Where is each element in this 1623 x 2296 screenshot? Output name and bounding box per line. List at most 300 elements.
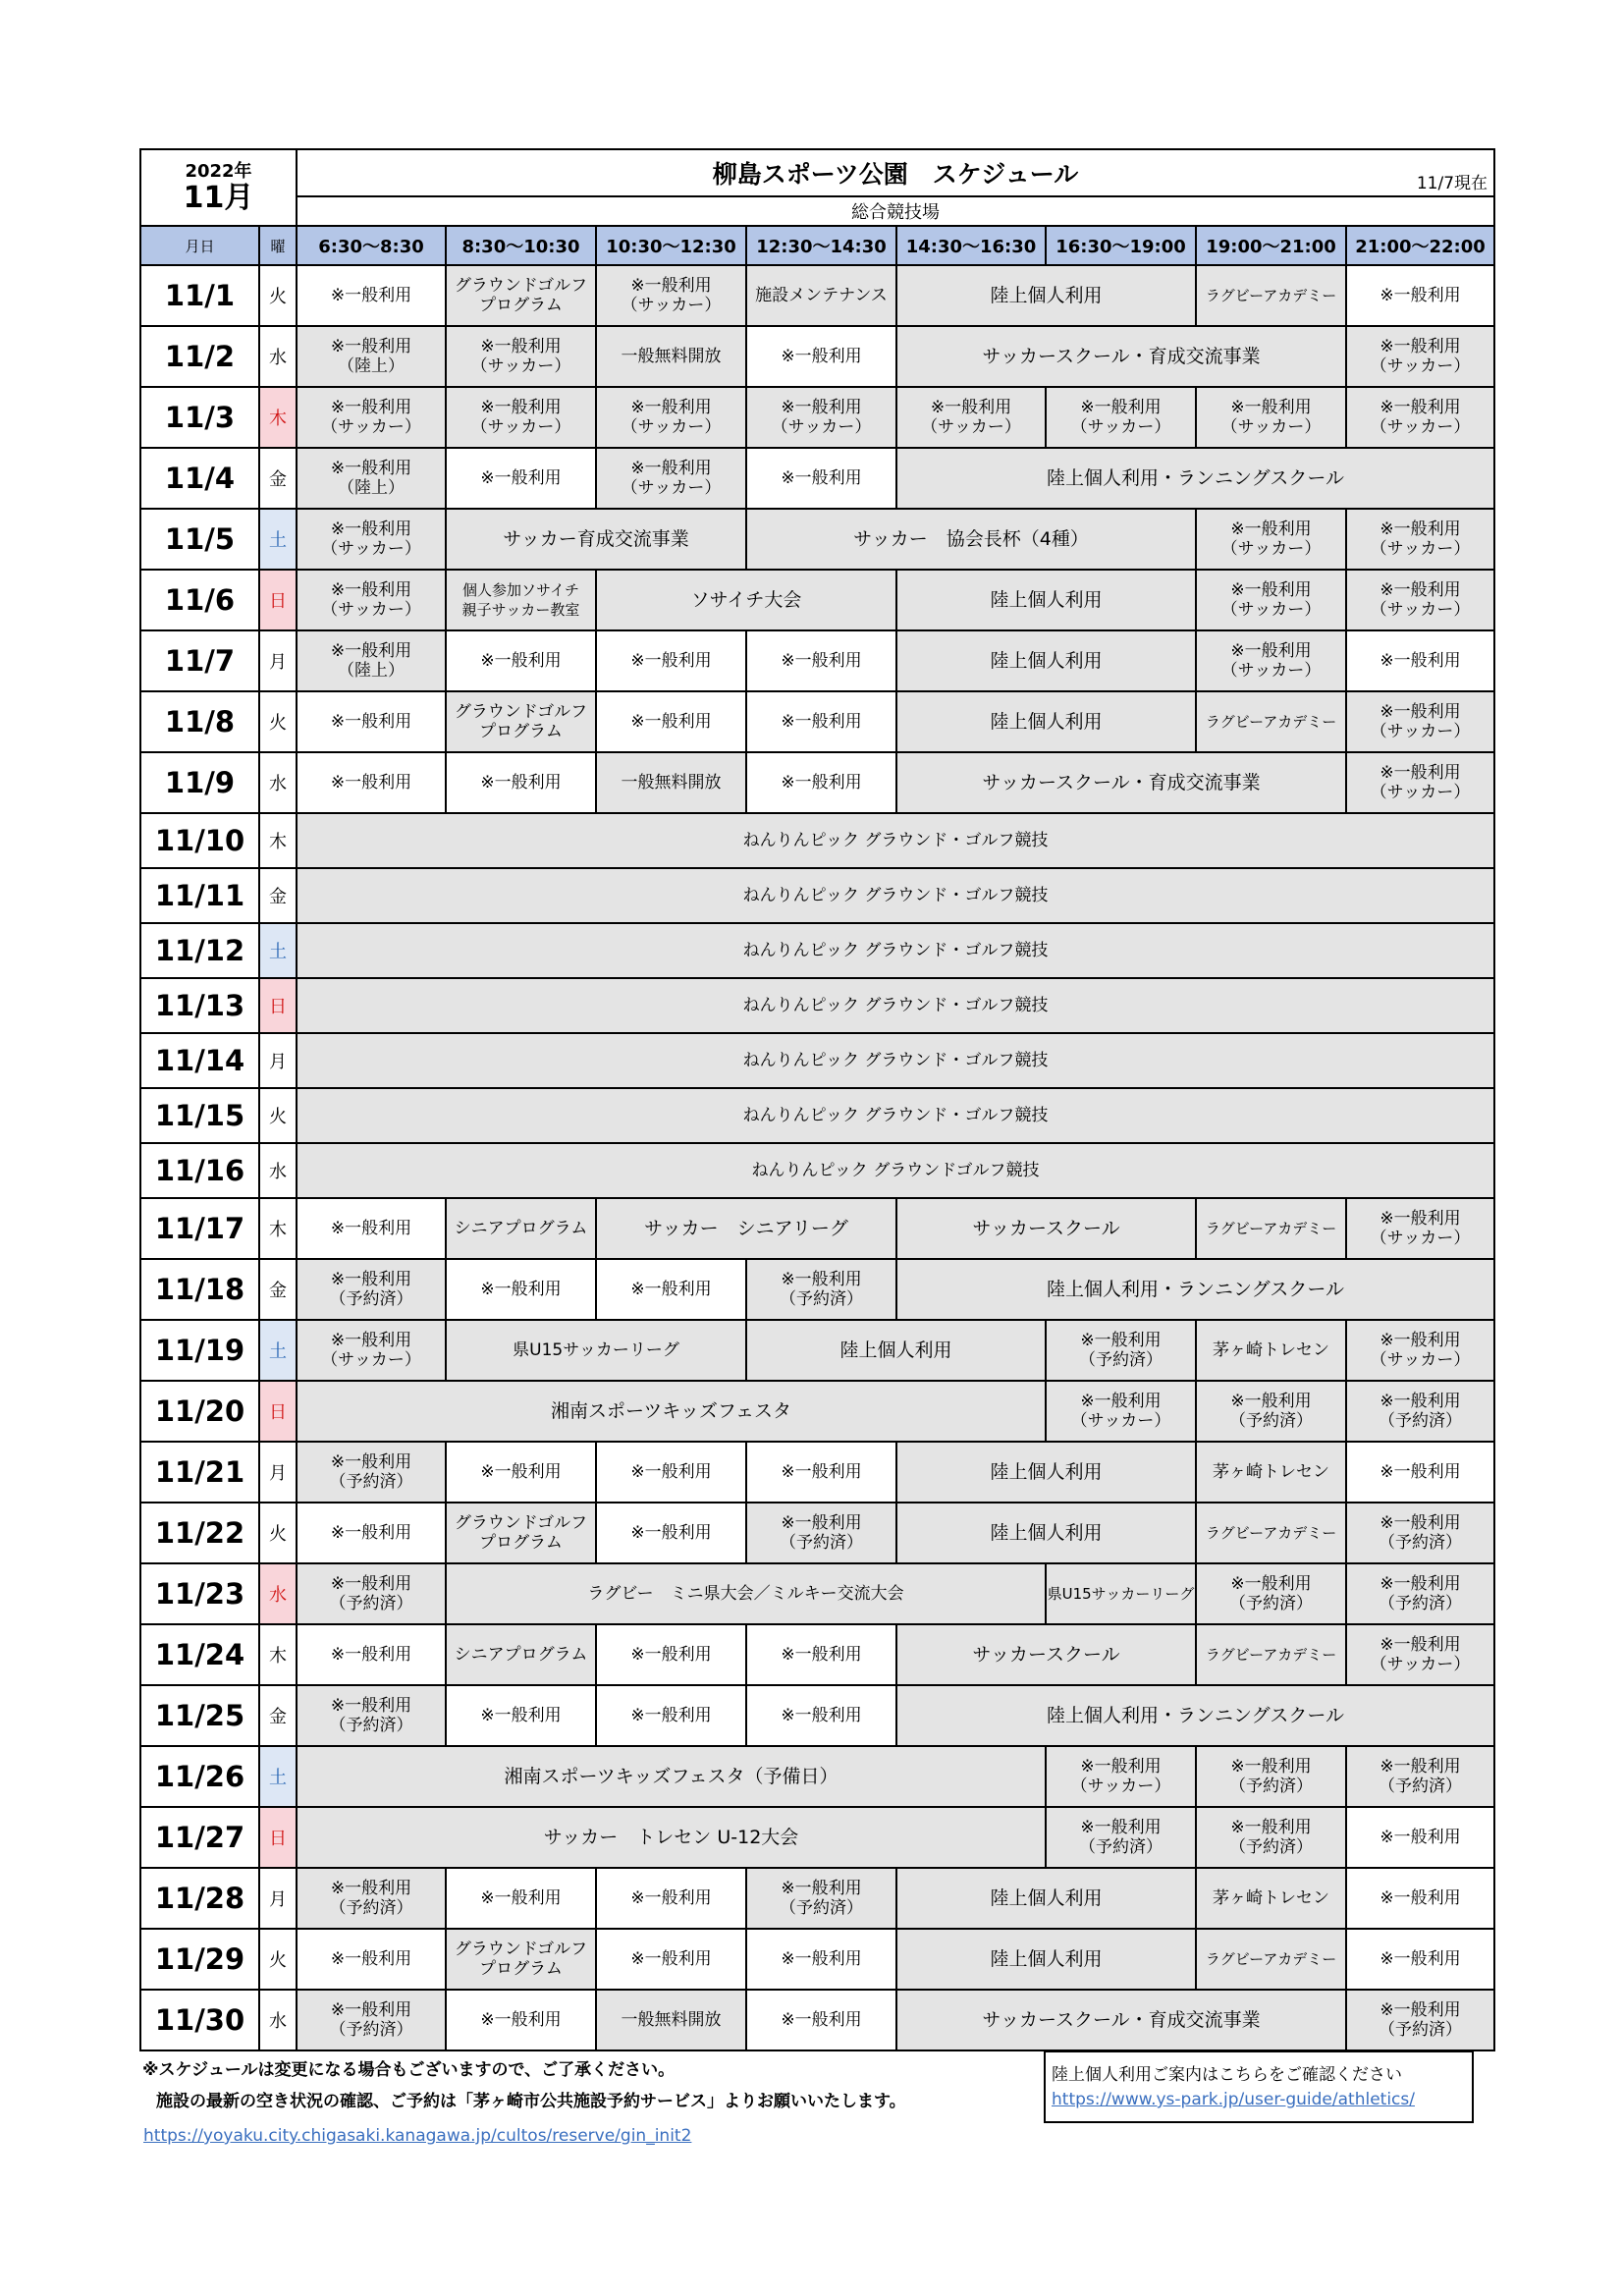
schedule-cell — [297, 1381, 1046, 1442]
schedule-cell-text: ※一般利用 — [781, 1645, 862, 1665]
schedule-cell — [1346, 509, 1494, 570]
schedule-cell-text: ※一般利用 — [480, 1888, 562, 1908]
schedule-cell — [297, 570, 446, 630]
table-row — [140, 1143, 1494, 1198]
schedule-cell — [1046, 1807, 1196, 1868]
schedule-cell-text: ねんりんピック グラウンド・ゴルフ競技 — [742, 886, 1049, 905]
schedule-cell — [1196, 630, 1346, 691]
schedule-cell — [596, 570, 896, 630]
schedule-cell-text: ※一般利用 （サッカー） — [1370, 1209, 1471, 1248]
schedule-cell — [297, 752, 446, 813]
schedule-cell — [596, 691, 746, 752]
table-row — [140, 1746, 1494, 1807]
table-row — [140, 1033, 1494, 1088]
table-row — [140, 1503, 1494, 1563]
schedule-cell — [596, 1929, 746, 1990]
row-date: 11/14 — [140, 1033, 259, 1088]
schedule-cell-text: ※一般利用 — [781, 651, 862, 671]
schedule-cell-text: ※一般利用 — [330, 1645, 412, 1665]
schedule-cell — [1196, 1746, 1346, 1807]
row-weekday: 火 — [259, 1929, 297, 1990]
schedule-table — [139, 148, 1495, 2051]
schedule-cell-text: ※一般利用 — [330, 286, 412, 305]
schedule-cell-text: ※一般利用 — [781, 1706, 862, 1725]
row-date: 11/1 — [140, 265, 259, 326]
schedule-cell-text: ※一般利用 （サッカー） — [1370, 1635, 1471, 1674]
schedule-cell-text: ※一般利用 （サッカー） — [321, 398, 421, 437]
schedule-cell-text: ラグビーアカデミー — [1205, 713, 1337, 731]
schedule-cell-text: ※一般利用 — [781, 712, 862, 732]
schedule-cell-text: ※一般利用 （予約済） — [1079, 1818, 1163, 1857]
schedule-cell — [1196, 1320, 1346, 1381]
row-weekday: 水 — [259, 326, 297, 387]
athletics-info-title: 陸上個人利用ご案内はこちらをご確認ください — [1052, 2065, 1402, 2085]
schedule-cell — [1196, 1503, 1346, 1563]
schedule-cell — [297, 1929, 446, 1990]
schedule-cell — [297, 1868, 446, 1929]
schedule-cell — [446, 752, 596, 813]
row-weekday: 土 — [259, 1320, 297, 1381]
schedule-cell-text: ※一般利用 （サッカー） — [1220, 580, 1322, 620]
reservation-link[interactable]: https://yoyaku.city.chigasaki.kanagawa.jp/cultos/reserve/gin_init2 — [143, 2126, 692, 2146]
schedule-cell-text: ※一般利用 （予約済） — [329, 1696, 413, 1735]
schedule-cell-text: サッカースクール — [972, 1218, 1120, 1239]
schedule-cell — [446, 691, 596, 752]
schedule-cell-text: ※一般利用 — [630, 1462, 712, 1482]
table-row — [140, 691, 1494, 752]
table-row — [140, 1259, 1494, 1320]
schedule-cell-text: 県U15サッカーリーグ — [1047, 1585, 1195, 1603]
schedule-cell-text: ※一般利用 （サッカー） — [1370, 519, 1471, 559]
schedule-cell — [596, 752, 746, 813]
schedule-cell-text: ※一般利用 — [1380, 1462, 1461, 1482]
schedule-cell-text: ラグビーアカデミー — [1205, 287, 1337, 304]
row-weekday: 金 — [259, 1685, 297, 1746]
schedule-cell-text: ※一般利用 （予約済） — [1229, 1818, 1313, 1857]
schedule-cell-text: ※一般利用 （サッカー） — [1370, 763, 1471, 802]
schedule-cell-text: 個人参加ソサイチ 親子サッカー教室 — [461, 581, 580, 619]
column-header-dow: 曜 — [259, 226, 297, 265]
row-weekday: 木 — [259, 387, 297, 448]
schedule-cell-text: シニアプログラム — [454, 1645, 588, 1665]
schedule-cell-text: ※一般利用 （陸上） — [330, 641, 412, 681]
schedule-cell-text: ※一般利用 — [330, 1219, 412, 1238]
schedule-cell-text: ねんりんピック グラウンド・ゴルフ競技 — [742, 941, 1049, 960]
schedule-cell-text: ※一般利用 — [630, 651, 712, 671]
schedule-cell-text: ※一般利用 （予約済） — [329, 1879, 413, 1918]
schedule-cell-text: 茅ヶ崎トレセン — [1213, 1340, 1329, 1360]
schedule-cell-text: 陸上個人利用・ランニングスクール — [1046, 1705, 1345, 1726]
schedule-cell-text: ※一般利用 （予約済） — [329, 1574, 413, 1613]
table-row — [140, 1929, 1494, 1990]
schedule-cell-text: サッカースクール — [972, 1644, 1120, 1666]
schedule-cell — [1346, 1503, 1494, 1563]
schedule-cell-text: サッカースクール・育成交流事業 — [982, 772, 1261, 793]
schedule-cell-text: ※一般利用 — [630, 1706, 712, 1725]
table-row — [140, 326, 1494, 387]
table-row — [140, 1990, 1494, 2050]
schedule-cell — [297, 326, 446, 387]
schedule-cell-text: ※一般利用 — [630, 1888, 712, 1908]
schedule-cell-text: ソサイチ大会 — [690, 589, 802, 611]
column-header-slot: 8:30〜10:30 — [446, 226, 596, 265]
schedule-cell-text: ※一般利用 — [630, 1280, 712, 1299]
row-weekday: 木 — [259, 813, 297, 868]
schedule-cell-text: 湘南スポーツキッズフェスタ — [551, 1400, 791, 1422]
schedule-cell — [896, 1685, 1494, 1746]
schedule-cell — [746, 630, 896, 691]
schedule-cell — [446, 1868, 596, 1929]
row-weekday: 月 — [259, 630, 297, 691]
schedule-cell — [746, 752, 896, 813]
athletics-info-link[interactable]: https://www.ys-park.jp/user-guide/athletics/ — [1052, 2090, 1415, 2109]
schedule-cell — [1346, 1624, 1494, 1685]
schedule-cell-text: サッカースクール・育成交流事業 — [982, 2009, 1261, 2031]
table-row — [140, 509, 1494, 570]
schedule-cell — [297, 1746, 1046, 1807]
schedule-cell — [446, 1503, 596, 1563]
schedule-cell-text: 陸上個人利用 — [990, 1948, 1103, 1970]
schedule-cell-text: ※一般利用 （予約済） — [1229, 1392, 1313, 1431]
schedule-cell — [746, 265, 896, 326]
schedule-cell-text: サッカー 協会長杯（4種） — [853, 528, 1089, 550]
schedule-cell — [596, 1442, 746, 1503]
schedule-cell-text: サッカー トレセン U-12大会 — [543, 1827, 799, 1848]
schedule-cell — [297, 509, 446, 570]
table-row — [140, 1563, 1494, 1624]
schedule-cell — [596, 1503, 746, 1563]
schedule-cell-text: ※一般利用 （予約済） — [329, 1270, 413, 1309]
row-weekday: 土 — [259, 923, 297, 978]
schedule-cell — [596, 387, 746, 448]
athletics-info-box — [1044, 2050, 1474, 2123]
row-date: 11/13 — [140, 978, 259, 1033]
schedule-cell — [297, 813, 1494, 868]
schedule-cell — [1196, 1442, 1346, 1503]
schedule-cell-text: 陸上個人利用 — [990, 1522, 1103, 1544]
schedule-cell-text: ※一般利用 （サッカー） — [1370, 1331, 1471, 1370]
row-date: 11/28 — [140, 1868, 259, 1929]
table-row — [140, 1624, 1494, 1685]
schedule-cell-text: ※一般利用 （サッカー） — [1370, 337, 1471, 376]
row-weekday: 月 — [259, 1442, 297, 1503]
footer-note-change: ※スケジュールは変更になる場合もございますので、ご了承ください。 — [142, 2060, 676, 2080]
schedule-cell — [596, 326, 746, 387]
schedule-cell-text: ※一般利用 — [630, 1523, 712, 1543]
row-date: 11/3 — [140, 387, 259, 448]
row-weekday: 月 — [259, 1033, 297, 1088]
schedule-cell — [1346, 1746, 1494, 1807]
schedule-cell-text: 湘南スポーツキッズフェスタ（予備日） — [504, 1766, 839, 1787]
schedule-cell — [446, 1563, 1046, 1624]
schedule-cell-text: 施設メンテナンス — [755, 286, 888, 305]
schedule-cell — [446, 570, 596, 630]
schedule-cell-text: ※一般利用 （サッカー） — [470, 398, 571, 437]
row-weekday: 水 — [259, 752, 297, 813]
table-row — [140, 265, 1494, 326]
schedule-cell-text: 陸上個人利用 — [990, 1887, 1103, 1909]
row-date: 11/15 — [140, 1088, 259, 1143]
schedule-cell — [1196, 509, 1346, 570]
schedule-cell-text: ※一般利用 — [781, 2010, 862, 2030]
schedule-cell — [746, 448, 896, 509]
schedule-cell — [446, 1198, 596, 1259]
schedule-cell — [1346, 752, 1494, 813]
schedule-cell — [596, 265, 746, 326]
schedule-cell-text: ※一般利用 （サッカー） — [1070, 1392, 1171, 1431]
row-date: 11/25 — [140, 1685, 259, 1746]
schedule-cell — [1196, 570, 1346, 630]
schedule-cell — [1346, 1563, 1494, 1624]
schedule-cell-text: ※一般利用 （サッカー） — [1070, 398, 1171, 437]
schedule-cell-text: ラグビーアカデミー — [1205, 1220, 1337, 1237]
schedule-cell-text: ※一般利用 （予約済） — [1229, 1757, 1313, 1796]
column-header-slot: 6:30〜8:30 — [297, 226, 446, 265]
schedule-cell-text: ※一般利用 （予約済） — [1379, 1513, 1462, 1553]
schedule-cell-text: サッカースクール・育成交流事業 — [982, 346, 1261, 367]
schedule-cell — [746, 1442, 896, 1503]
schedule-cell — [297, 691, 446, 752]
schedule-cell-text: ※一般利用 — [480, 773, 562, 793]
table-row — [140, 1685, 1494, 1746]
table-row — [140, 1088, 1494, 1143]
schedule-cell — [1346, 1198, 1494, 1259]
year-label: 2022年 — [185, 161, 252, 182]
table-row — [140, 868, 1494, 923]
schedule-cell — [446, 509, 746, 570]
schedule-cell-text: グラウンドゴルフ プログラム — [454, 702, 588, 741]
schedule-cell — [1196, 265, 1346, 326]
column-header-slot: 10:30〜12:30 — [596, 226, 746, 265]
row-weekday: 日 — [259, 978, 297, 1033]
schedule-cell — [297, 265, 446, 326]
schedule-cell-text: ※一般利用 — [480, 651, 562, 671]
schedule-cell-text: ※一般利用 — [330, 1523, 412, 1543]
schedule-cell — [596, 1990, 746, 2050]
schedule-cell — [297, 1990, 446, 2050]
schedule-cell-text: ※一般利用 （サッカー） — [621, 459, 722, 498]
schedule-cell-text: ※一般利用 （予約済） — [780, 1879, 863, 1918]
schedule-cell — [446, 1624, 596, 1685]
schedule-cell — [1046, 1746, 1196, 1807]
footer-notes — [142, 2054, 906, 2117]
schedule-cell — [896, 1624, 1196, 1685]
schedule-cell — [596, 1685, 746, 1746]
schedule-cell-text: ねんりんピック グラウンド・ゴルフ競技 — [742, 996, 1049, 1015]
schedule-cell-text: 一般無料開放 — [621, 347, 722, 366]
table-row — [140, 387, 1494, 448]
schedule-cell — [297, 1320, 446, 1381]
schedule-cell — [896, 570, 1196, 630]
row-date: 11/12 — [140, 923, 259, 978]
schedule-cell — [896, 1868, 1196, 1929]
schedule-cell — [446, 326, 596, 387]
row-weekday: 金 — [259, 1259, 297, 1320]
row-weekday: 金 — [259, 448, 297, 509]
schedule-cell — [297, 1088, 1494, 1143]
row-date: 11/4 — [140, 448, 259, 509]
schedule-cell-text: ※一般利用 （予約済） — [780, 1270, 863, 1309]
schedule-cell-text: ※一般利用 （予約済） — [1379, 1757, 1462, 1796]
schedule-cell — [1346, 630, 1494, 691]
schedule-cell — [446, 1442, 596, 1503]
table-row — [140, 1442, 1494, 1503]
schedule-cell — [896, 1503, 1196, 1563]
column-header-date: 月日 — [140, 226, 259, 265]
schedule-cell-text: ※一般利用 （サッカー） — [921, 398, 1021, 437]
schedule-cell — [596, 1868, 746, 1929]
schedule-cell — [1196, 1563, 1346, 1624]
schedule-cell — [1196, 1807, 1346, 1868]
schedule-cell — [297, 1143, 1494, 1198]
schedule-cell-text: ※一般利用 （予約済） — [1379, 1392, 1462, 1431]
schedule-cell — [297, 1624, 446, 1685]
row-date: 11/23 — [140, 1563, 259, 1624]
row-date: 11/16 — [140, 1143, 259, 1198]
schedule-cell — [746, 1624, 896, 1685]
row-date: 11/2 — [140, 326, 259, 387]
schedule-cell-text: ねんりんピック グラウンドゴルフ競技 — [751, 1161, 1040, 1180]
as-of-date: 11/7現在 — [1416, 174, 1488, 193]
row-weekday: 月 — [259, 1868, 297, 1929]
row-weekday: 火 — [259, 265, 297, 326]
row-weekday: 木 — [259, 1624, 297, 1685]
schedule-cell-text: 陸上個人利用・ランニングスクール — [1046, 467, 1345, 489]
schedule-cell-text: ※一般利用 （サッカー） — [470, 337, 571, 376]
schedule-cell-text: ※一般利用 （予約済） — [1379, 2000, 1462, 2040]
schedule-cell — [1346, 326, 1494, 387]
row-weekday: 火 — [259, 691, 297, 752]
schedule-cell — [297, 1503, 446, 1563]
schedule-cell — [896, 387, 1046, 448]
schedule-cell-text: ※一般利用 （サッカー） — [321, 519, 421, 559]
schedule-cell-text: ※一般利用 — [781, 1949, 862, 1969]
schedule-cell-text: ※一般利用 （サッカー） — [1070, 1757, 1171, 1796]
schedule-cell-text: 陸上個人利用 — [839, 1339, 952, 1361]
row-weekday: 水 — [259, 1563, 297, 1624]
row-date: 11/7 — [140, 630, 259, 691]
column-header-slot: 19:00〜21:00 — [1196, 226, 1346, 265]
schedule-cell — [1346, 1929, 1494, 1990]
row-date: 11/17 — [140, 1198, 259, 1259]
schedule-cell — [1046, 387, 1196, 448]
schedule-cell — [446, 448, 596, 509]
schedule-cell — [446, 265, 596, 326]
schedule-cell-text: 茅ヶ崎トレセン — [1213, 1888, 1329, 1908]
schedule-cell-text: ※一般利用 （予約済） — [329, 1452, 413, 1492]
schedule-cell-text: ※一般利用 （サッカー） — [321, 1331, 421, 1370]
schedule-cell — [896, 448, 1494, 509]
row-weekday: 土 — [259, 509, 297, 570]
table-row — [140, 978, 1494, 1033]
row-weekday: 木 — [259, 1198, 297, 1259]
row-date: 11/11 — [140, 868, 259, 923]
table-row — [140, 570, 1494, 630]
row-weekday: 火 — [259, 1503, 297, 1563]
schedule-cell-text: ※一般利用 （陸上） — [330, 459, 412, 498]
schedule-cell-text: ※一般利用 — [1380, 1949, 1461, 1969]
schedule-cell — [1196, 1624, 1346, 1685]
schedule-cell — [896, 1990, 1346, 2050]
row-date: 11/19 — [140, 1320, 259, 1381]
schedule-cell — [896, 1259, 1494, 1320]
row-weekday: 日 — [259, 570, 297, 630]
schedule-cell — [1196, 1198, 1346, 1259]
schedule-cell — [1196, 1381, 1346, 1442]
schedule-cell-text: ※一般利用 （サッカー） — [1370, 398, 1471, 437]
month-cell — [140, 149, 297, 226]
schedule-cell — [1196, 1868, 1346, 1929]
schedule-cell-text: ※一般利用 — [1380, 286, 1461, 305]
schedule-cell — [297, 978, 1494, 1033]
schedule-cell — [297, 923, 1494, 978]
row-weekday: 金 — [259, 868, 297, 923]
schedule-cell — [446, 387, 596, 448]
schedule-cell — [746, 1990, 896, 2050]
schedule-cell — [297, 1442, 446, 1503]
schedule-cell-text: 陸上個人利用 — [990, 650, 1103, 672]
row-date: 11/18 — [140, 1259, 259, 1320]
schedule-cell-text: ※一般利用 — [630, 712, 712, 732]
schedule-cell — [1046, 1381, 1196, 1442]
schedule-cell — [297, 1259, 446, 1320]
row-date: 11/5 — [140, 509, 259, 570]
schedule-cell-text: ※一般利用 （サッカー） — [1220, 519, 1322, 559]
schedule-cell — [896, 630, 1196, 691]
schedule-cell — [896, 752, 1346, 813]
schedule-cell — [446, 1259, 596, 1320]
schedule-cell-text: ※一般利用 （サッカー） — [1220, 641, 1322, 681]
schedule-cell — [1346, 1807, 1494, 1868]
schedule-cell — [746, 326, 896, 387]
schedule-cell-text: ※一般利用 — [480, 2010, 562, 2030]
schedule-cell — [297, 868, 1494, 923]
table-row — [140, 1868, 1494, 1929]
schedule-cell — [596, 1259, 746, 1320]
schedule-cell — [896, 265, 1196, 326]
schedule-cell-text: ※一般利用 （予約済） — [329, 2000, 413, 2040]
schedule-cell-text: ねんりんピック グラウンド・ゴルフ競技 — [742, 1106, 1049, 1125]
schedule-cell — [1196, 387, 1346, 448]
schedule-cell — [297, 1563, 446, 1624]
schedule-cell-text: ねんりんピック グラウンド・ゴルフ競技 — [742, 831, 1049, 850]
schedule-cell-text: グラウンドゴルフ プログラム — [454, 1513, 588, 1553]
schedule-cell-text: ※一般利用 — [480, 1706, 562, 1725]
schedule-cell — [297, 1685, 446, 1746]
schedule-cell — [446, 1685, 596, 1746]
schedule-cell — [746, 691, 896, 752]
row-date: 11/24 — [140, 1624, 259, 1685]
schedule-cell-text: ※一般利用 （サッカー） — [321, 580, 421, 620]
schedule-cell-text: 一般無料開放 — [621, 773, 722, 793]
schedule-cell — [896, 326, 1346, 387]
row-date: 11/10 — [140, 813, 259, 868]
schedule-cell-text: ラグビーアカデミー — [1205, 1646, 1337, 1664]
schedule-cell-text: ※一般利用 — [480, 468, 562, 488]
schedule-cell — [896, 691, 1196, 752]
schedule-cell-text: ※一般利用 — [630, 1645, 712, 1665]
schedule-cell-text: ※一般利用 （サッカー） — [621, 276, 722, 315]
schedule-cell-text: ※一般利用 — [781, 468, 862, 488]
schedule-cell — [596, 448, 746, 509]
schedule-cell — [596, 1198, 896, 1259]
schedule-cell — [596, 630, 746, 691]
row-date: 11/27 — [140, 1807, 259, 1868]
venue-label: 総合競技場 — [297, 196, 1494, 226]
schedule-cell — [746, 1868, 896, 1929]
row-date: 11/6 — [140, 570, 259, 630]
page-title: 柳島スポーツ公園 スケジュール — [712, 160, 1079, 189]
